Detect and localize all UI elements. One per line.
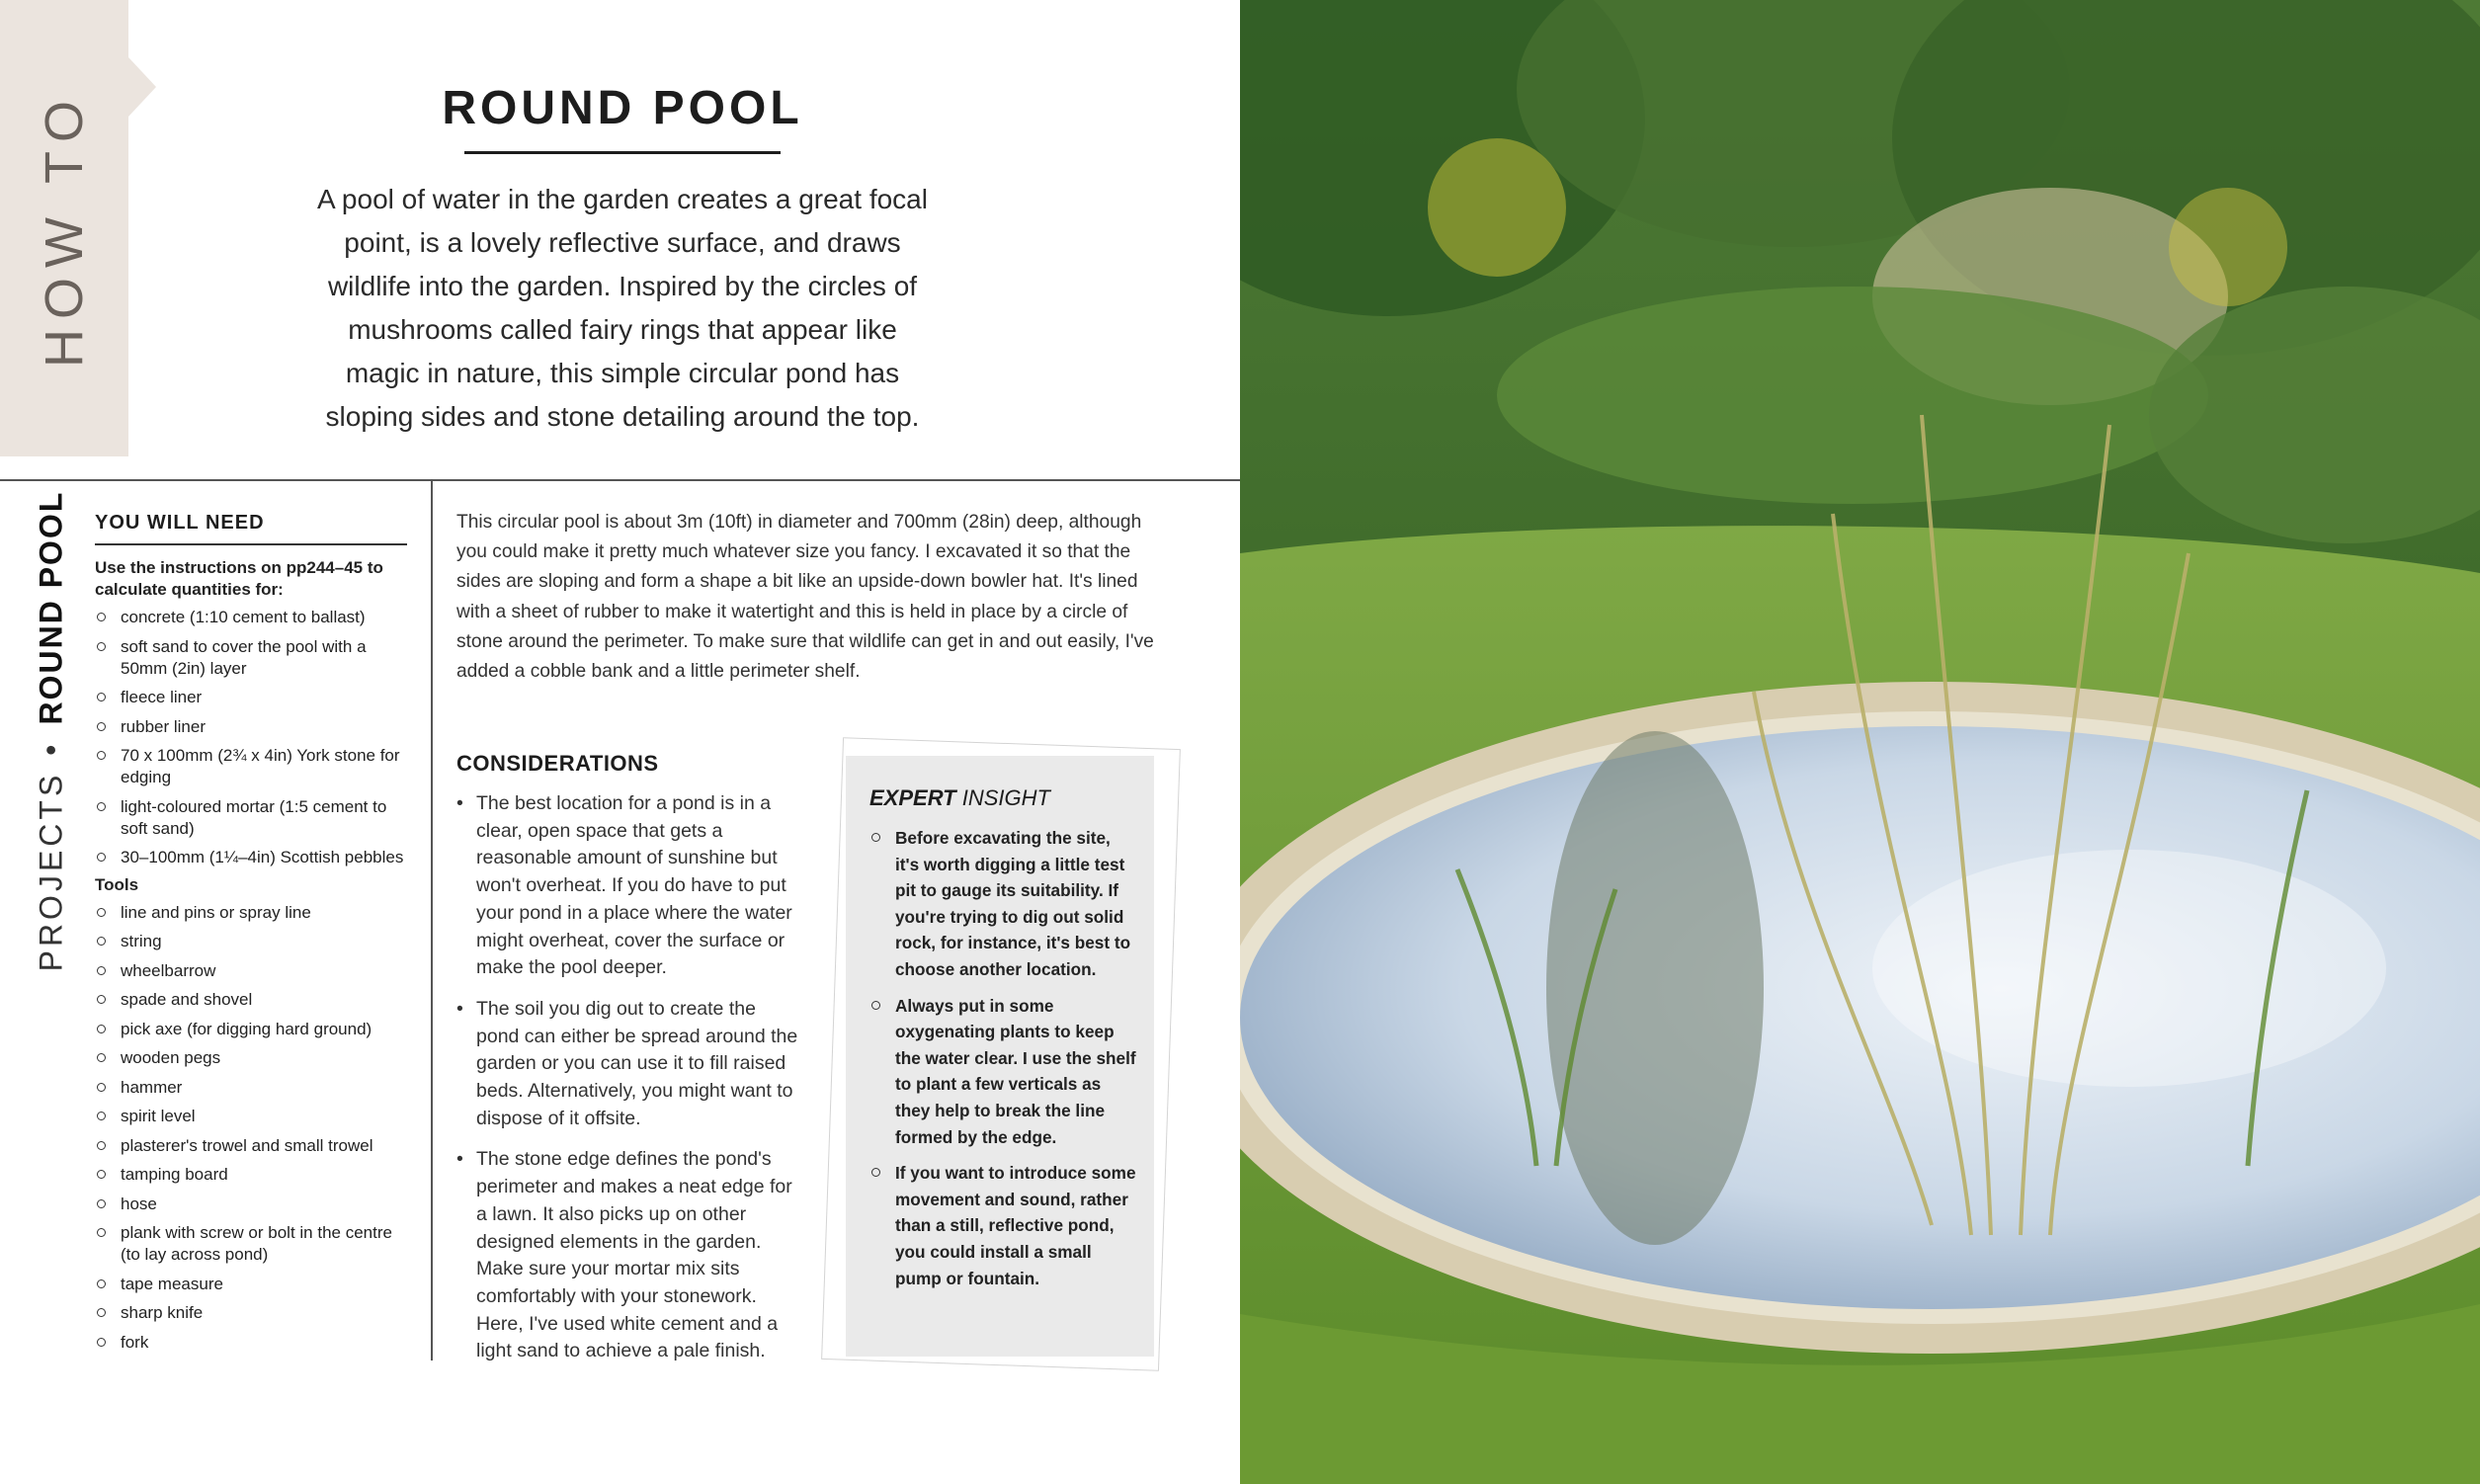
material-item: fleece liner [95, 687, 407, 708]
expert-insight-heading [869, 785, 1050, 811]
considerations-list [456, 790, 802, 1379]
expert-insight-list [869, 825, 1138, 1301]
intro-paragraph: A pool of water in the garden creates a great focal point, is a lovely reflective surface, and draws wildlife into the garden. Inspired by the circles of mushrooms called fairy rings that appear like magic in nature, this simple circular pond has sloping sides and stone detailing around the top. [317, 184, 928, 432]
tool-item: string [95, 931, 407, 952]
tool-item: fork [95, 1332, 407, 1354]
tools-list [95, 902, 407, 1354]
project-name: ROUND POOL [33, 490, 69, 725]
tool-item: hammer [95, 1077, 407, 1099]
material-item: 70 x 100mm (2¾ x 4in) York stone for edging [95, 745, 407, 788]
tab-notch [128, 57, 156, 117]
heading-rule [95, 543, 407, 545]
materials-list [95, 607, 407, 868]
insight-item: If you want to introduce some movement and sound, rather than a still, reflective pond, you could install a small pump or fountain. [869, 1160, 1138, 1291]
you-will-need-panel [95, 512, 407, 1360]
horizontal-divider [0, 479, 1240, 481]
tool-item: wooden pegs [95, 1047, 407, 1069]
tool-item: hose [95, 1194, 407, 1215]
tool-item: spade and shovel [95, 989, 407, 1011]
tool-item: wheelbarrow [95, 960, 407, 982]
tool-item: plank with screw or bolt in the centre (to lay across pond) [95, 1222, 407, 1266]
tool-item: plasterer's trowel and small trowel [95, 1135, 407, 1157]
heading-rest: INSIGHT [955, 785, 1050, 810]
tool-item: line and pins or spray line [95, 902, 407, 924]
tool-item: tape measure [95, 1274, 407, 1295]
title-underline [464, 151, 781, 154]
consideration-item: • The soil you dig out to create the pond can either be spread around the garden or you can use it to fill raised beds. Alternatively, you might want to dispose of it offsite. [456, 996, 802, 1133]
tool-item: sharp knife [95, 1302, 407, 1324]
how-to-tab [0, 0, 128, 456]
tool-item: pick axe (for digging hard ground) [95, 1019, 407, 1040]
section-separator: • [33, 740, 69, 756]
material-item: 30–100mm (1¼–4in) Scottish pebbles [95, 847, 407, 868]
tool-item: spirit level [95, 1106, 407, 1127]
material-item: rubber liner [95, 716, 407, 738]
tools-heading: Tools [95, 874, 139, 894]
garden-pond-photo [1240, 0, 2480, 1484]
material-item: concrete (1:10 cement to ballast) [95, 607, 407, 628]
heading-bold: EXPERT [869, 785, 956, 810]
tool-item: tamping board [95, 1164, 407, 1186]
consideration-item: • The stone edge defines the pond's perimeter and makes a neat edge for a lawn. It also picks up on other designed elements in the garden. Make sure your mortar mix sits comfortably with your stonework. Here, I've used white cement and a light sand to achieve a pale finish. [456, 1146, 802, 1365]
pond-illustration [1240, 0, 2480, 1484]
insight-item: Always put in some oxygenating plants to keep the water clear. I use the shelf to plant a few verticals as they help to break the line formed by the edge. [869, 993, 1138, 1151]
description-paragraph: This circular pool is about 3m (10ft) in diameter and 700mm (28in) deep, although you could make it pretty much whatever size you fancy. I excavated it so that the sides are sloping and form a shape a bit like an upside-down bowler hat. It's lined with a sheet of rubber to make it watertight and this is held in place by a circle of stone around the perimeter. To make sure that wildlife can get in and out easily, I've added a cobble bank and a little perimeter shelf. [456, 512, 1154, 683]
section-name: PROJECTS [33, 771, 69, 972]
considerations-heading: CONSIDERATIONS [456, 751, 659, 776]
how-to-label: HOW TO [35, 90, 94, 369]
insight-item: Before excavating the site, it's worth digging a little test pit to gauge its suitability. If you're trying to dig out solid rock, for instance, it's best to choose another location. [869, 825, 1138, 983]
page-title: ROUND POOL [442, 82, 803, 134]
expert-insight-box [846, 756, 1154, 1357]
quantities-note: Use the instructions on pp244–45 to calculate quantities for: [95, 558, 383, 599]
material-item: light-coloured mortar (1:5 cement to soft sand) [95, 796, 407, 840]
material-item: soft sand to cover the pool with a 50mm (2in) layer [95, 636, 407, 680]
vertical-divider [431, 481, 433, 1360]
consideration-item: • The best location for a pond is in a clear, open space that gets a reasonable amount of sunshine but won't overheat. If you do have to put your pond in a place where the water might overheat, cover the surface or make the pool deeper. [456, 790, 802, 982]
section-side-label [34, 491, 70, 972]
you-will-need-heading: YOU WILL NEED [95, 512, 265, 534]
